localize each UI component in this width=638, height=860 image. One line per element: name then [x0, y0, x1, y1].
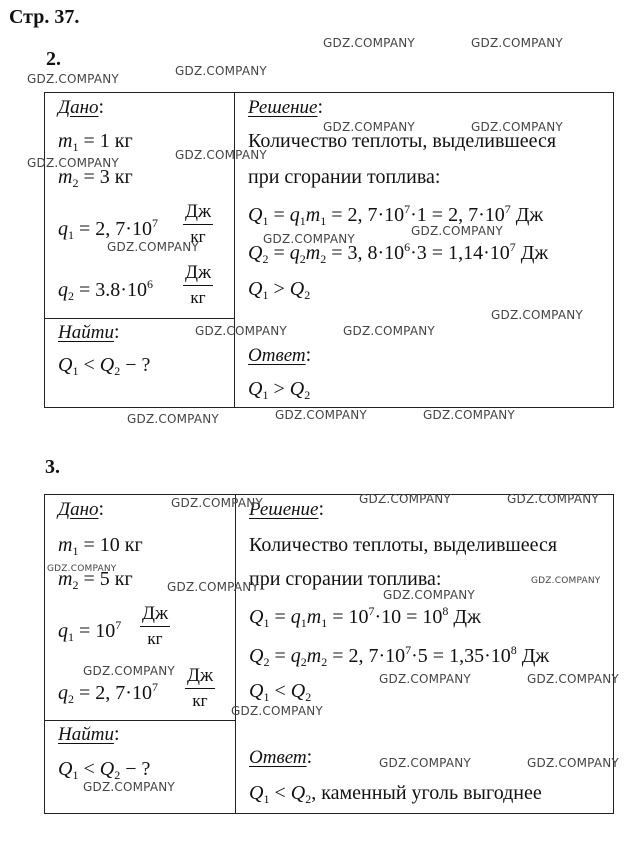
- problem-3-given-heading: Дано:: [58, 498, 105, 520]
- problem-2-given-heading: Дано:: [58, 96, 105, 118]
- watermark: GDZ.COMPANY: [171, 496, 263, 510]
- watermark: GDZ.COMPANY: [83, 780, 175, 794]
- problem-3-given-m2: $m_2 = 5$ кг: [58, 568, 133, 592]
- watermark: GDZ.COMPANY: [275, 408, 367, 422]
- problem-2-find-expr: $Q_1 < Q_2$ − ?: [58, 354, 151, 378]
- watermark: GDZ.COMPANY: [107, 240, 199, 254]
- watermark: GDZ.COMPANY: [379, 672, 471, 686]
- problem-3-solution-line2: при сгорании топлива:: [249, 568, 442, 590]
- problem-3-number: 3.: [45, 456, 60, 478]
- watermark: GDZ.COMPANY: [27, 72, 119, 86]
- watermark: GDZ.COMPANY: [175, 64, 267, 78]
- watermark: GDZ.COMPANY: [531, 576, 601, 586]
- problem-3-answer-heading: Ответ:: [249, 746, 313, 768]
- watermark: GDZ.COMPANY: [527, 672, 619, 686]
- problem-2-q2-unit: Дж кг: [185, 262, 212, 307]
- watermark: GDZ.COMPANY: [323, 36, 415, 50]
- watermark: GDZ.COMPANY: [423, 408, 515, 422]
- watermark: GDZ.COMPANY: [359, 492, 451, 506]
- watermark: GDZ.COMPANY: [471, 36, 563, 50]
- watermark: GDZ.COMPANY: [47, 564, 117, 574]
- problem-3-find-heading: Найти:: [58, 723, 120, 745]
- problem-2-given-q1: $q_1 = 2$, $7\cdot 10^7$: [58, 216, 158, 242]
- problem-2-solution-line2: при сгорании топлива:: [248, 166, 441, 188]
- problem-2-number: 2.: [46, 48, 61, 70]
- watermark: GDZ.COMPANY: [167, 580, 259, 594]
- watermark: GDZ.COMPANY: [83, 664, 175, 678]
- watermark: GDZ.COMPANY: [343, 324, 435, 338]
- problem-2-solution-heading: Решение:: [248, 96, 324, 118]
- problem-2-comparison: $Q_1 > Q_2$: [248, 278, 311, 302]
- problem-2-given-q2: $q_2 = 3.8\cdot 10^6$: [58, 277, 153, 303]
- problem-3-answer: $Q_1 < Q_2$, каменный уголь выгоднее: [249, 782, 542, 806]
- problem-3-divider: [235, 494, 236, 814]
- problem-3-find-expr: $Q_1 < Q_2$ − ?: [58, 758, 151, 782]
- watermark: GDZ.COMPANY: [195, 324, 287, 338]
- problem-2-given-m1: $m_1 = 1$ кг: [58, 130, 133, 154]
- problem-3-given-q2: $q_2 = 2$, $7\cdot 10^7$: [58, 680, 158, 706]
- watermark: GDZ.COMPANY: [411, 224, 503, 238]
- problem-2-find-heading: Найти:: [58, 321, 120, 343]
- problem-2-given-m2: $m_2 = 3$ кг: [58, 166, 133, 190]
- watermark: GDZ.COMPANY: [527, 756, 619, 770]
- watermark: GDZ.COMPANY: [175, 148, 267, 162]
- problem-2-equation-q2: $Q_2 = q_2m_2 = 3$, $8\cdot 10^6\cdot 3 = 1,14\cdot 10^7$ Дж: [248, 240, 549, 266]
- problem-3-solution-heading: Решение:: [249, 498, 325, 520]
- problem-3-comparison: $Q_1 < Q_2$: [249, 680, 312, 704]
- problem-3-q2-unit: Дж кг: [187, 665, 214, 710]
- problem-2-divider: [234, 92, 235, 408]
- problem-2-solution-line1: Количество теплоты, выделившееся: [248, 130, 557, 152]
- problem-3-given-find-divider: [44, 720, 235, 721]
- watermark: GDZ.COMPANY: [231, 704, 323, 718]
- watermark: GDZ.COMPANY: [471, 120, 563, 134]
- problem-3-solution-line1: Количество теплоты, выделившееся: [249, 534, 558, 556]
- problem-2-given-find-divider: [44, 318, 234, 319]
- problem-2-q1-unit: Дж кг: [185, 201, 212, 246]
- problem-2-equation-q1: $Q_1 = q_1m_1 = 2$, $7\cdot 10^7\cdot 1 = 2$, $7\cdot 10^7$ Дж: [248, 202, 544, 228]
- problem-3-equation-q1: $Q_1 = q_1m_1 = 10^7\cdot 10 = 10^8$ Дж: [249, 604, 481, 630]
- watermark: GDZ.COMPANY: [263, 232, 355, 246]
- problem-3-equation-q2: $Q_2 = q_2m_2 = 2$, $7\cdot 10^7\cdot 5 = 1,35\cdot 10^8$ Дж: [249, 643, 550, 669]
- problem-2-answer: $Q_1 > Q_2$: [248, 378, 311, 402]
- page-title: Стр. 37.: [9, 6, 80, 28]
- watermark: GDZ.COMPANY: [491, 308, 583, 322]
- watermark: GDZ.COMPANY: [379, 756, 471, 770]
- watermark: GDZ.COMPANY: [383, 588, 475, 602]
- problem-3-given-q1: $q_1 = 10^7$: [58, 618, 122, 644]
- watermark: GDZ.COMPANY: [507, 492, 599, 506]
- problem-2-answer-heading: Ответ:: [248, 344, 312, 366]
- watermark: GDZ.COMPANY: [27, 156, 119, 170]
- watermark: GDZ.COMPANY: [127, 412, 219, 426]
- problem-3-q1-unit: Дж кг: [142, 603, 169, 648]
- problem-3-given-m1: $m_1 = 10$ кг: [58, 534, 143, 558]
- watermark: GDZ.COMPANY: [323, 120, 415, 134]
